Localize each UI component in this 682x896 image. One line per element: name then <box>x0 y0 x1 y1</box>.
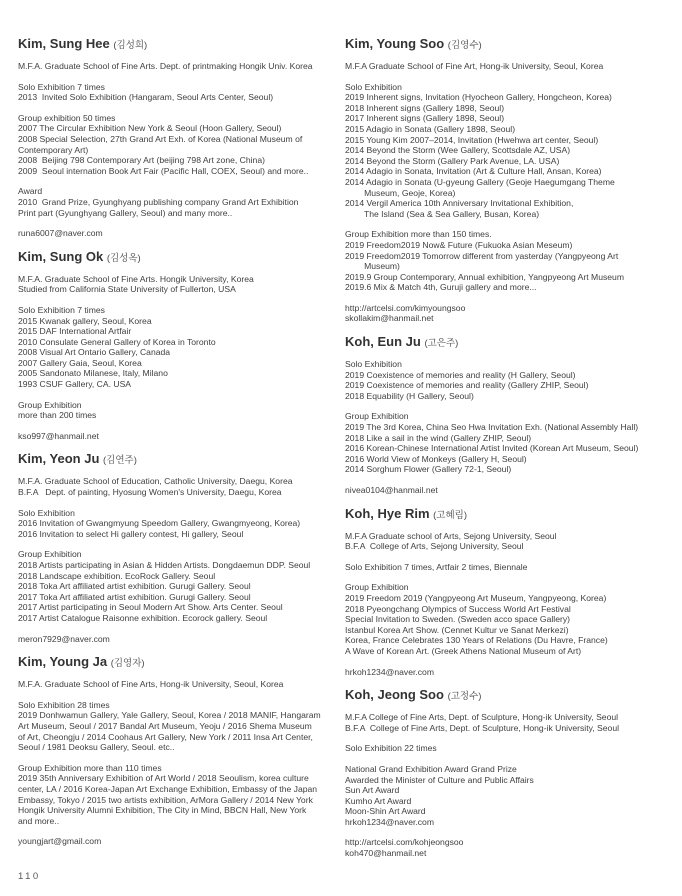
text-line: 1993 CSUF Gallery, CA. USA <box>18 379 132 390</box>
text-line: 2014 Adagio in Sonata (U-gyeung Gallery (Geoje Haegumgang Theme <box>345 176 615 187</box>
artist-name <box>345 687 660 704</box>
text-line: 2019 Donhwamun Gallery, Yale Gallery, Seoul, Korea / 2018 MANIF, Hangaram <box>18 710 321 721</box>
text-line: Print part (Gyunghyang Gallery, Seoul) and many more.. <box>18 207 233 218</box>
text-line: 2018 Inherent signs (Gallery 1898, Seoul) <box>345 102 505 113</box>
bio-block <box>345 582 660 656</box>
text-line: of Art, Cheongju / 2014 Coohaus Art Gallery, New York / 2011 Insa Art Center, <box>18 731 313 742</box>
text-line: 2016 World View of Monkeys (Gallery H, Seoul) <box>345 453 527 464</box>
bio-block <box>345 531 660 552</box>
text-line: Group Exhibition <box>18 399 82 410</box>
text-line: 2017 Artist Catalogue Raisonne exhibition. Ecorock gallery. Seoul <box>18 612 268 623</box>
text-line: Group Exhibition <box>345 582 409 593</box>
text-line: M.F.A. Graduate School of Fine Arts. Dept. of printmaking Hongik Univ. Korea <box>18 61 313 71</box>
artist-name-english: Koh, Eun Ju <box>345 334 425 350</box>
text-line: B.F.A College of Arts, Sejong University, Seoul <box>345 541 524 552</box>
text-line: 2018 Toka Art affiliated artist exhibition. Gurugi Gallery. Seoul <box>18 581 251 592</box>
bio-block <box>345 837 660 858</box>
bio-block <box>18 400 333 421</box>
text-line: B.F.A Dept. of painting, Hyosung Women's University, Daegu, Korea <box>18 487 282 498</box>
bio-block <box>18 113 333 177</box>
email-text: hrkoh1234@naver.com <box>345 816 434 827</box>
url-text: http://artcelsi.com/kimyoungsoo <box>345 302 466 313</box>
artist-entry <box>345 506 660 678</box>
bio-block <box>345 61 660 72</box>
text-line: 2018 Pyeongchang Olympics of Success World Art Festival <box>345 603 571 614</box>
text-line: 2014 Sorghum Flower (Gallery 72-1, Seoul) <box>345 464 512 475</box>
text-line: Moon-Shin Art Award <box>345 806 426 817</box>
text-line: The Island (Sea & Sea Gallery, Busan, Korea) <box>345 208 540 219</box>
left-column <box>18 36 333 869</box>
text-line: 2018 Landscape exhibition. EcoRock Gallery. Seoul <box>18 570 216 581</box>
artist-name-english: Koh, Jeong Soo <box>345 687 448 703</box>
text-line: 2014 Adagio in Sonata, Invitation (Art & Culture Hall, Ansan, Korea) <box>345 166 602 177</box>
text-line: A Wave of Korean Art. (Greek Athens National Museum of Art) <box>345 645 582 656</box>
text-line: Solo Exhibition <box>18 507 75 518</box>
text-line: Museum, Geoje, Korea) <box>345 187 456 198</box>
bio-block <box>18 431 333 442</box>
artist-name-korean: (고혜림) <box>433 509 467 521</box>
text-line: Istanbul Korea Art Show. (Cennet Kultur ve Sanat Merkezi) <box>345 624 569 635</box>
text-line: 2010 Consulate General Gallery of Korea in Toronto <box>18 336 216 347</box>
bio-block <box>345 667 660 678</box>
email-text: nivea0104@hanmail.net <box>345 485 438 495</box>
artist-name-korean: (김영자) <box>110 658 145 670</box>
artist-name-english: Kim, Young Ja <box>18 654 111 670</box>
text-line: Group exhibition 50 times <box>18 112 116 123</box>
text-line: Special Invitation to Sweden. (Sweden acco space Gallery) <box>345 614 570 625</box>
text-line: 2015 Adagio in Sonata (Gallery 1898, Seoul) <box>345 123 516 134</box>
text-line: Korea, France Celebrates 130 Years of Relations (Du Havre, France) <box>345 635 608 646</box>
bio-block <box>345 303 660 324</box>
text-line: 2016 Invitation to select Hi gallery contest, Hi gallery, Seoul <box>18 528 244 539</box>
artist-name-korean: (고은주) <box>424 338 459 350</box>
bio-block <box>18 186 333 218</box>
artist-name-korean: (고정수) <box>447 691 482 703</box>
text-line: M.F.A College of Fine Arts, Dept. of Sculpture, Hong-ik University, Seoul <box>345 712 619 723</box>
text-line: Studied from California State University of Fullerton, USA <box>18 284 236 295</box>
text-line: Art Museum, Seoul / 2017 Bandal Art Museum, Yeoju / 2016 Shema Museum <box>18 720 312 731</box>
email-text: koh470@hanmail.net <box>345 848 427 859</box>
text-line: 2015 DAF International Artfair <box>18 326 132 337</box>
bio-block <box>18 836 333 847</box>
artist-entry <box>345 36 660 324</box>
text-line: 2018 Artists participating in Asian & Hidden Artists. Dongdaemun DDP. Seoul <box>18 560 311 570</box>
text-line: Museum) <box>345 261 400 272</box>
text-line: 2016 Invitation of Gwangmyung Speedom Gallery, Gwangmyeong, Korea) <box>18 518 301 529</box>
artist-name-english: Koh, Hye Rim <box>345 505 434 521</box>
bio-block <box>18 274 333 295</box>
email-text: skollakim@hanmail.net <box>345 313 434 324</box>
text-line: 2017 Toka Art affiliated artist exhibition. Gurugi Gallery. Seoul <box>18 591 251 602</box>
text-line: 2019 The 3rd Korea, China Seo Hwa Invitation Exh. (National Assembly Hall) <box>345 422 639 433</box>
page-number: 110 <box>18 871 41 882</box>
url-text: http://artcelsi.com/kohjeongsoo <box>345 837 464 848</box>
bio-block <box>18 228 333 239</box>
bio-block <box>345 82 660 220</box>
bio-block <box>345 411 660 475</box>
artist-name-english: Kim, Sung Ok <box>18 248 107 264</box>
text-line: more than 200 times <box>18 410 97 421</box>
artist-name-english: Kim, Young Soo <box>345 36 448 51</box>
text-line: 2019 Coexistence of memories and reality (Gallery ZHIP, Seoul) <box>345 380 589 391</box>
bio-block <box>18 508 333 540</box>
artist-name <box>18 36 333 53</box>
text-line: M.F.A. Graduate School of Fine Arts. Hongik University, Korea <box>18 273 254 284</box>
text-line: Solo Exhibition 22 times <box>345 743 437 754</box>
text-line: 2016 Korean-Chinese International Artist Invited (Korean Art Museum, Seoul) <box>345 443 639 454</box>
text-line: Group Exhibition more than 150 times. <box>345 229 492 240</box>
artist-name-english: Kim, Sung Hee <box>18 36 114 51</box>
text-line: Solo Exhibition 7 times <box>18 81 105 92</box>
bio-block <box>18 700 333 753</box>
text-line: 2008 Visual Art Ontario Gallery, Canada <box>18 347 171 358</box>
text-line: 2007 The Circular Exhibition New York & Seoul (Hoon Gallery, Seoul) <box>18 123 282 134</box>
text-line: M.F.A Graduate School of Fine Art, Hong-ik University, Seoul, Korea <box>345 61 604 71</box>
text-line: 2019 Inherent signs, Invitation (Hyocheon Gallery, Hongcheon, Korea) <box>345 92 612 103</box>
text-line: 2015 Kwanak gallery, Seoul, Korea <box>18 315 152 326</box>
bio-block <box>18 763 333 827</box>
text-line: 2013 Invited Solo Exhibition (Hangaram, Seoul Arts Center, Seoul) <box>18 92 274 103</box>
email-text: runa6007@naver.com <box>18 228 103 239</box>
text-line: Hongik University Alumni Exhibition, The City in Mind, BBCN Hall, New York <box>18 805 307 816</box>
text-line: Award <box>18 186 43 197</box>
email-text: meron7929@naver.com <box>18 633 110 644</box>
text-line: 2008 Special Selection, 27th Grand Art Exh. of Korea (National Museum of <box>18 133 303 144</box>
text-line: Group Exhibition <box>18 549 82 560</box>
artist-name <box>345 36 660 53</box>
artist-entry <box>345 687 660 859</box>
text-line: 2019.6 Mix & Match 4th, Guruji gallery and more... <box>345 282 537 293</box>
email-text: youngjart@gmail.com <box>18 836 102 847</box>
text-line: 2019 Freedom2019 Tomorrow different from yasterday (Yangpyeong Art <box>345 250 619 261</box>
text-line: M.F.A Graduate school of Arts, Sejong University, Seoul <box>345 530 557 541</box>
text-line: 2019.9 Group Contemporary, Annual exhibition, Yangpyeong Art Museum <box>345 271 624 282</box>
text-line: center, LA / 2016 Korea-Japan Art Exchange Exhibition, Embassy of the Japan <box>18 783 318 794</box>
text-line: 2019 Freedom2019 Now& Future (Fukuoka Asian Meseum) <box>345 239 573 250</box>
email-text: kso997@hanmail.net <box>18 430 99 441</box>
artist-entry <box>345 334 660 496</box>
text-line: Seoul / 1981 Deoksu Gallery, Seoul. etc.. <box>18 742 175 753</box>
text-line: M.F.A. Graduate School of Fine Arts, Hong-ik University, Seoul, Korea <box>18 679 284 690</box>
bio-block <box>18 61 333 72</box>
text-line: Solo Exhibition 7 times, Artfair 2 times, Biennale <box>345 561 528 572</box>
text-line: 2014 Beyond the Storm (Wee Gallery, Scottsdale AZ, USA) <box>345 145 571 156</box>
text-line: 2018 Like a sail in the wind (Gallery ZHIP, Seoul) <box>345 432 532 443</box>
text-line: 2014 Beyond the Storm (Gallery Park Avenue, LA. USA) <box>345 155 560 166</box>
bio-block <box>18 82 333 103</box>
text-line: 2019 Coexistence of memories and reality (H Gallery, Seoul) <box>345 369 576 380</box>
artist-entry <box>18 36 333 239</box>
text-line: 2019 Freedom 2019 (Yangpyeong Art Museum, Yangpyeong, Korea) <box>345 592 607 603</box>
artist-name-korean: (김성옥) <box>106 252 141 264</box>
text-line: Group Exhibition <box>345 411 409 422</box>
text-line: 2014 Vergil America 10th Anniversary Invitational Exhibition, <box>345 198 574 209</box>
text-line: Embassy, Tokyo / 2015 two artists exhibition, ArMora Gallery / 2014 New York <box>18 794 313 805</box>
text-line: 2008 Beijing 798 Contemporary Art (beijing 798 Art zone, China) <box>18 155 265 166</box>
text-line: 2010 Grand Prize, Gyunghyang publishing company Grand Art Exhibition <box>18 196 299 207</box>
bio-block <box>18 634 333 645</box>
text-line: 2018 Equability (H Gallery, Seoul) <box>345 390 474 401</box>
text-line: Solo Exhibition 28 times <box>18 699 110 710</box>
artist-name-korean: (김연주) <box>103 455 137 467</box>
artist-entry <box>18 451 333 644</box>
text-line: Group Exhibition more than 110 times <box>18 762 162 773</box>
text-line: Awarded the Minister of Culture and Public Affairs <box>345 774 534 785</box>
bio-block <box>18 679 333 690</box>
bio-block <box>345 359 660 401</box>
artist-name <box>18 451 333 468</box>
bio-block <box>345 712 660 733</box>
artist-name <box>345 506 660 523</box>
right-column <box>345 36 660 869</box>
text-line: Sun Art Award <box>345 785 400 796</box>
text-line: Solo Exhibition <box>345 81 402 92</box>
text-line: Kumho Art Award <box>345 795 412 806</box>
bio-block <box>345 229 660 293</box>
text-line: 2017 Artist participating in Seoul Modern Art Show. Arts Center. Seoul <box>18 602 283 613</box>
text-line: Solo Exhibition <box>345 359 402 370</box>
text-line: 2015 Young Kim 2007–2014, Invitation (Hwehwa art center, Seoul) <box>345 134 599 145</box>
email-text: hrkoh1234@naver.com <box>345 666 434 677</box>
artist-name <box>18 654 333 671</box>
bio-block <box>345 562 660 573</box>
text-line: and more.. <box>18 815 60 826</box>
bio-block <box>345 743 660 754</box>
text-line: 2017 Inherent signs (Gallery 1898, Seoul) <box>345 113 505 124</box>
artist-name <box>345 334 660 351</box>
text-line: 2009 Seoul internation Book Art Fair (Pacific Hall, COEX, Seoul) and more.. <box>18 165 309 176</box>
text-line: 2007 Gallery Gaia, Seoul, Korea <box>18 357 142 368</box>
artist-name-korean: (김영수) <box>447 40 482 51</box>
artist-name-korean: (김성희) <box>113 40 148 51</box>
bio-block <box>18 476 333 497</box>
text-line: M.F.A. Graduate School of Education, Catholic University, Daegu, Korea <box>18 476 293 487</box>
bio-block <box>345 764 660 828</box>
text-line: 2005 Sandonato Milanese, Italy, Milano <box>18 368 168 379</box>
artist-name <box>18 249 333 266</box>
text-line: 2019 35th Anniversary Exhibition of Art World / 2018 Seoulism, korea culture <box>18 773 309 784</box>
text-line: B.F.A College of Fine Arts, Dept. of Sculpture, Hong-ik University, Seoul <box>345 722 620 733</box>
bio-block <box>18 305 333 390</box>
artist-name-english: Kim, Yeon Ju <box>18 451 104 467</box>
text-line: Solo Exhibition 7 times <box>18 304 105 315</box>
text-line: Contemporary Art) <box>18 144 89 155</box>
text-line: National Grand Exhibition Award Grand Prize <box>345 763 517 774</box>
artist-entry <box>18 249 333 442</box>
bio-block <box>18 549 333 623</box>
artist-entry <box>18 654 333 847</box>
bio-block <box>345 485 660 496</box>
